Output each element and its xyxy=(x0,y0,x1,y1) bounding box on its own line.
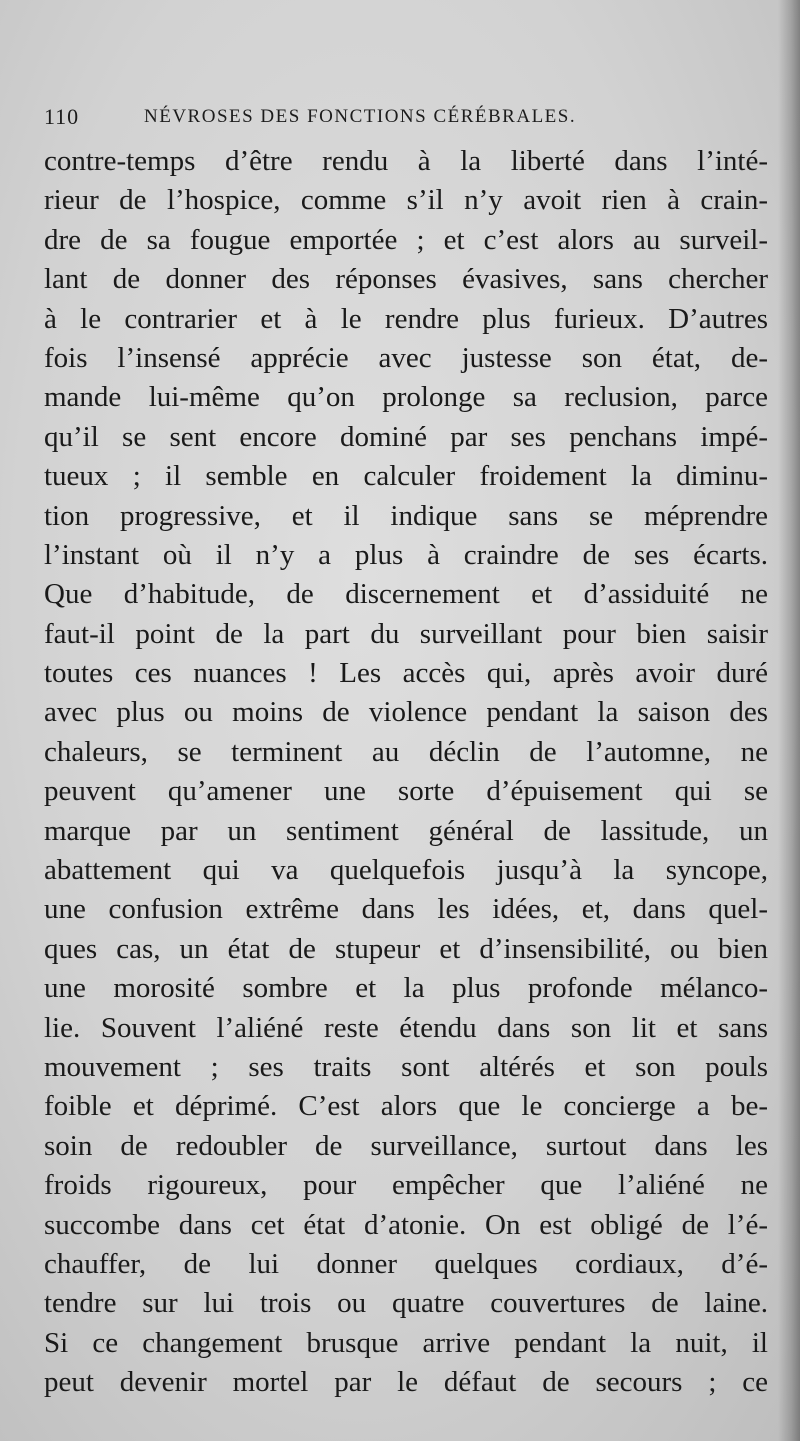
text-line: soin de redoubler de surveillance, surtout dans les xyxy=(44,1129,768,1162)
text-line: chaleurs, se terminent au déclin de l’automne, ne xyxy=(44,735,768,768)
text-line: faut-il point de la part du surveillant pour bien saisir xyxy=(44,617,768,650)
text-line: contre-temps d’être rendu à la liberté dans l’inté- xyxy=(44,145,768,177)
text-line: foible et déprimé. C’est alors que le concierge a be- xyxy=(44,1090,768,1123)
text-line: qu’il se sent encore dominé par ses penchans impé- xyxy=(44,420,768,453)
text-line: fois l’insensé apprécie avec justesse son état, de- xyxy=(44,341,768,374)
text-line: avec plus ou moins de violence pendant la saison des xyxy=(44,696,768,729)
text-line: tendre sur lui trois ou quatre couvertures de laine. xyxy=(44,1287,768,1320)
text-line: Si ce changement brusque arrive pendant la nuit, il xyxy=(44,1326,768,1359)
page-edge-shadow xyxy=(778,0,800,1441)
text-line: toutes ces nuances ! Les accès qui, après avoir duré xyxy=(44,657,768,690)
body-text xyxy=(44,142,768,1403)
text-line: mouvement ; ses traits sont altérés et son pouls xyxy=(44,1050,768,1083)
text-line: ques cas, un état de stupeur et d’insensibilité, ou bien xyxy=(44,932,768,965)
text-line: peuvent qu’amener une sorte d’épuisement qui se xyxy=(44,775,768,808)
text-line: lie. Souvent l’aliéné reste étendu dans son lit et sans xyxy=(44,1011,768,1044)
running-title: NÉVROSES DES FONCTIONS CÉRÉBRALES. xyxy=(144,106,577,127)
text-line: mande lui-même qu’on prolonge sa reclusion, parce xyxy=(44,381,768,414)
text-line: rieur de l’hospice, comme s’il n’y avoit rien à crain- xyxy=(44,184,768,217)
text-line: tueux ; il semble en calculer froidement la diminu- xyxy=(44,460,768,493)
page-number: 110 xyxy=(44,104,80,129)
text-line: une morosité sombre et la plus profonde mélanco- xyxy=(44,972,768,1005)
page-header xyxy=(44,104,684,138)
text-line: tion progressive, et il indique sans se méprendre xyxy=(44,499,768,532)
text-line: dre de sa fougue emportée ; et c’est alors au surveil- xyxy=(44,223,768,256)
text-line: l’instant où il n’y a plus à craindre de ses écarts. xyxy=(44,538,768,571)
text-line: froids rigoureux, pour empêcher que l’aliéné ne xyxy=(44,1169,768,1202)
text-line: une confusion extrême dans les idées, et, dans quel- xyxy=(44,893,768,926)
text-line: marque par un sentiment général de lassitude, un xyxy=(44,814,768,847)
text-line: à le contrarier et à le rendre plus furieux. D’autres xyxy=(44,302,768,335)
text-line: peut devenir mortel par le défaut de secours ; ce xyxy=(44,1366,768,1399)
text-line: Que d’habitude, de discernement et d’assiduité ne xyxy=(44,578,768,611)
text-line: abattement qui va quelquefois jusqu’à la syncope, xyxy=(44,854,768,887)
text-line: lant de donner des réponses évasives, sans chercher xyxy=(44,263,768,296)
text-line: succombe dans cet état d’atonie. On est obligé de l’é- xyxy=(44,1208,768,1241)
text-line: chauffer, de lui donner quelques cordiaux, d’é- xyxy=(44,1247,768,1280)
